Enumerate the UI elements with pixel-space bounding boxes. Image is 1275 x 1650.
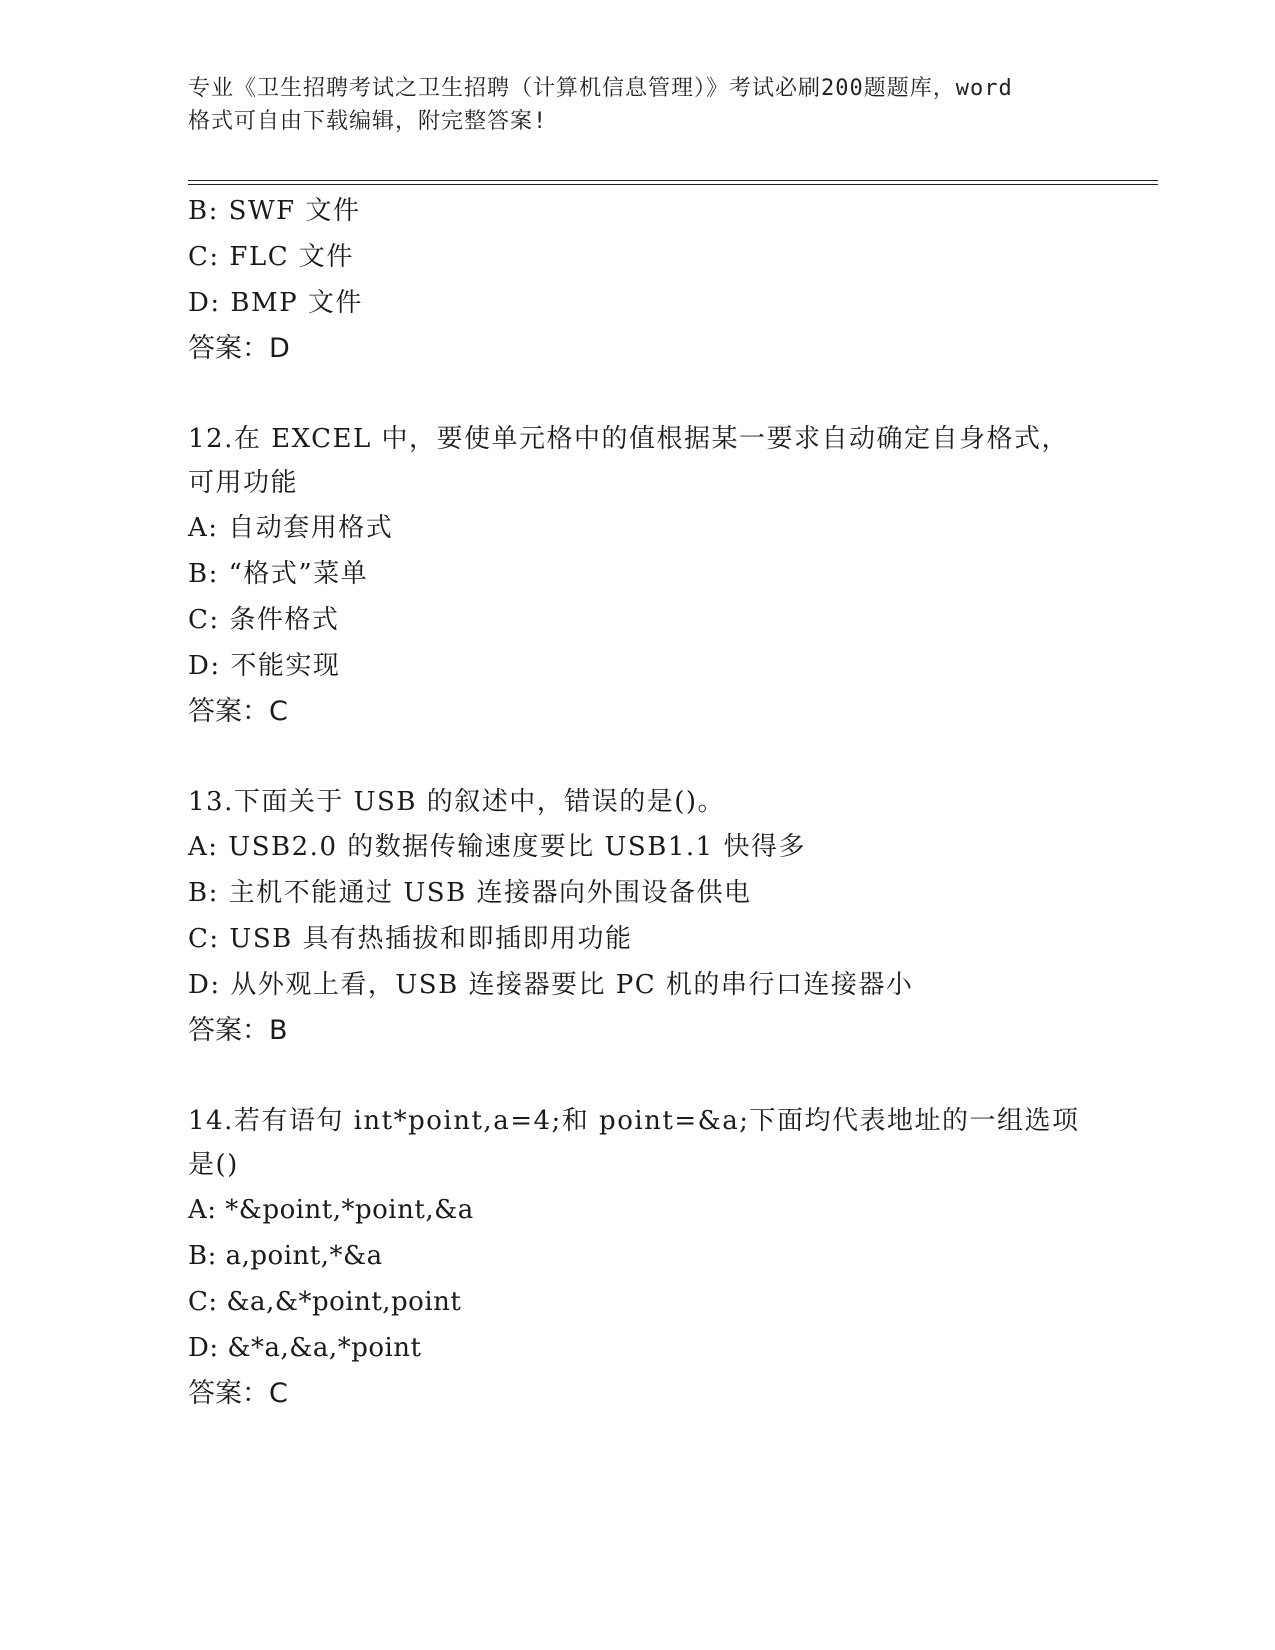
question-14 bbox=[188, 1099, 1108, 1417]
option-c: C: 条件格式 bbox=[188, 605, 340, 635]
question-13 bbox=[188, 780, 1108, 1054]
option-d: D: 不能实现 bbox=[188, 651, 341, 681]
question-stem bbox=[188, 780, 1108, 824]
question-stem bbox=[188, 1099, 1108, 1187]
answer: 答案：C bbox=[188, 1378, 288, 1409]
option-a: A: USB2.0 的数据传输速度要比 USB1.1 快得多 bbox=[188, 832, 806, 862]
option-a: A: *&point,*point,&a bbox=[188, 1195, 474, 1225]
option-c: C: &a,&*point,point bbox=[188, 1287, 462, 1317]
option-d: D: &*a,&a,*point bbox=[188, 1333, 422, 1363]
option-a: A: 自动套用格式 bbox=[188, 513, 394, 543]
option-b: B: “格式”菜单 bbox=[188, 559, 369, 589]
option-c: C: FLC 文件 bbox=[188, 242, 354, 272]
question-stem-line-1: 12.在 EXCEL 中，要使单元格中的值根据某一要求自动确定自身格式， bbox=[188, 424, 1070, 454]
question-12 bbox=[188, 417, 1108, 735]
option-c: C: USB 具有热插拔和即插即用功能 bbox=[188, 924, 633, 954]
document-body bbox=[188, 188, 1108, 1462]
header-divider-bottom bbox=[188, 184, 1158, 185]
question-stem-line-1: 13.下面关于 USB 的叙述中，错误的是()。 bbox=[188, 787, 725, 817]
header-line-2: 格式可自由下载编辑，附完整答案! bbox=[188, 109, 548, 134]
option-d: D: 从外观上看，USB 连接器要比 PC 机的串行口连接器小 bbox=[188, 970, 914, 1000]
question-stem-line-2: 是() bbox=[188, 1150, 239, 1180]
option-b: B: a,point,*&a bbox=[188, 1241, 383, 1271]
option-d: D: BMP 文件 bbox=[188, 288, 363, 318]
header-divider-top bbox=[188, 180, 1158, 181]
answer: 答案：C bbox=[188, 696, 288, 727]
option-b: B: SWF 文件 bbox=[188, 196, 361, 226]
answer: 答案：B bbox=[188, 1015, 288, 1046]
header-line-1: 专业《卫生招聘考试之卫生招聘（计算机信息管理）》考试必刷200题题库，word bbox=[188, 76, 1013, 101]
question-stem bbox=[188, 417, 1108, 505]
document-header bbox=[188, 72, 1088, 138]
question-11 bbox=[188, 188, 1108, 372]
answer: 答案：D bbox=[188, 333, 290, 364]
question-stem-line-1: 14.若有语句 int*point,a=4;和 point=&a;下面均代表地址的一组选项 bbox=[188, 1106, 1080, 1136]
question-stem-line-2: 可用功能 bbox=[188, 468, 299, 498]
option-b: B: 主机不能通过 USB 连接器向外围设备供电 bbox=[188, 878, 752, 908]
